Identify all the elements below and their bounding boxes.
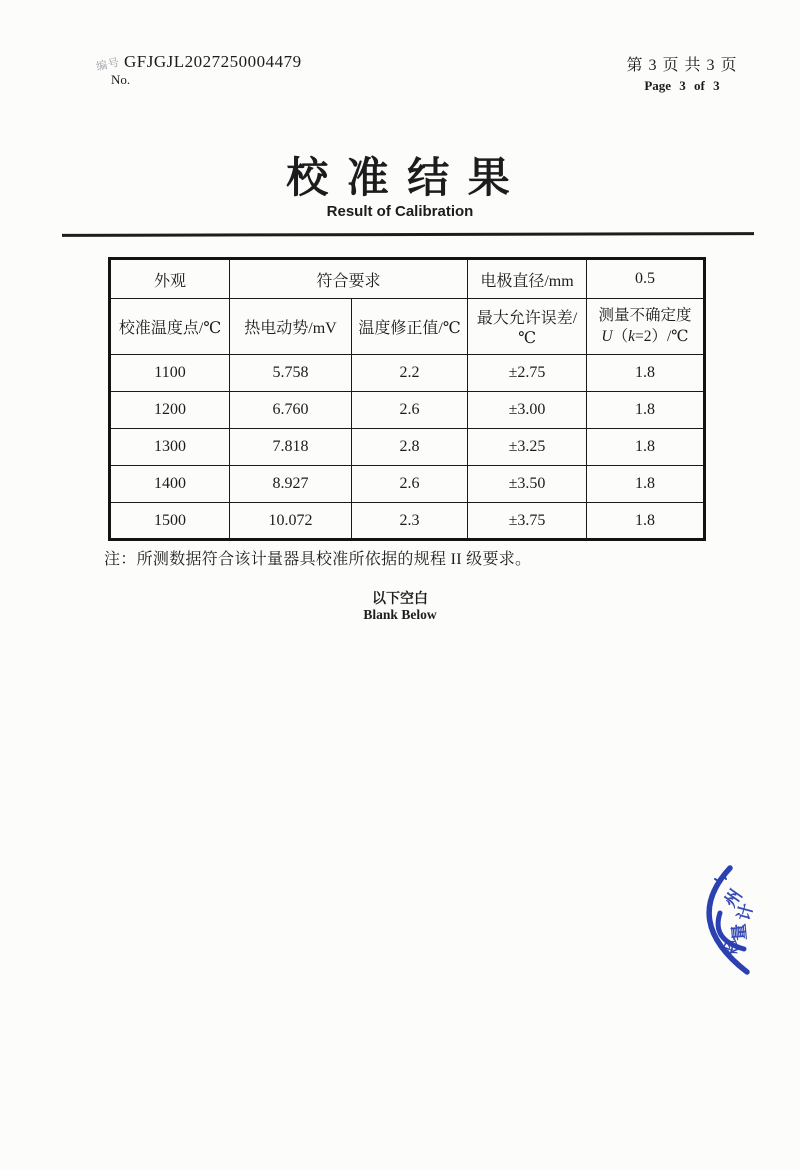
blank-below-cn: 以下空白 xyxy=(372,592,428,607)
uncertainty-line1: 测量不确定度 xyxy=(598,307,692,325)
col-header-temperature: 校准温度点/℃ xyxy=(110,299,230,355)
cell-temp: 1400 xyxy=(110,466,230,503)
official-stamp xyxy=(688,842,800,1007)
cell-max-error: ±3.00 xyxy=(468,392,587,429)
appearance-value-cell: 符合要求 xyxy=(230,259,468,299)
cell-max-error: ±3.25 xyxy=(468,429,587,466)
cert-number-label-en: No. xyxy=(111,72,131,87)
col-header-emf: 热电动势/mV xyxy=(230,299,352,355)
cell-correction: 2.2 xyxy=(352,355,468,392)
data-row xyxy=(110,355,705,392)
cell-correction: 2.6 xyxy=(352,466,468,503)
cell-emf: 10.072 xyxy=(230,503,352,540)
cell-uncertainty: 1.8 xyxy=(587,503,705,540)
note-text: 注：所测数据符合该计量器具校准所依据的规程 II 级要求。 xyxy=(104,551,532,568)
page-indicator xyxy=(612,52,752,94)
cell-max-error: ±2.75 xyxy=(468,355,587,392)
stamp-text xyxy=(718,886,757,959)
page-title: 校 准 结 果 xyxy=(286,156,514,202)
page-number-en: Page 3 of 3 xyxy=(644,78,720,93)
stamp-char: 州 xyxy=(720,885,747,911)
cell-uncertainty: 1.8 xyxy=(587,392,705,429)
electrode-diameter-label-cell: 电极直径/mm xyxy=(468,259,587,299)
data-row xyxy=(110,466,705,503)
cell-max-error: ±3.75 xyxy=(468,503,587,540)
cell-temp: 1200 xyxy=(110,392,230,429)
data-row xyxy=(110,503,705,540)
info-row xyxy=(110,259,705,299)
cell-emf: 6.760 xyxy=(230,392,352,429)
cell-emf: 7.818 xyxy=(230,429,352,466)
cell-temp: 1100 xyxy=(110,355,230,392)
cell-uncertainty: 1.8 xyxy=(587,355,705,392)
data-row xyxy=(110,429,705,466)
col-header-uncertainty xyxy=(587,299,705,355)
cell-emf: 5.758 xyxy=(230,355,352,392)
blank-below-en: Blank Below xyxy=(363,607,437,622)
cell-temp: 1500 xyxy=(110,503,230,540)
cell-uncertainty: 1.8 xyxy=(587,429,705,466)
page-number-cn: 第 3 页 共 3 页 xyxy=(626,57,738,74)
cell-max-error: ±3.50 xyxy=(468,466,587,503)
appearance-label-cell: 外观 xyxy=(110,259,230,299)
certificate-number: GFJGJL2027250004479 xyxy=(124,52,302,71)
electrode-diameter-value-cell: 0.5 xyxy=(587,259,705,299)
page-subtitle: Result of Calibration xyxy=(326,203,474,220)
data-row xyxy=(110,392,705,429)
stamp-char: 检 xyxy=(719,935,744,959)
stamp-char: 量 xyxy=(729,922,750,942)
cell-emf: 8.927 xyxy=(230,466,352,503)
cell-correction: 2.8 xyxy=(352,429,468,466)
cell-correction: 2.6 xyxy=(352,392,468,429)
cell-uncertainty: 1.8 xyxy=(587,466,705,503)
cell-correction: 2.3 xyxy=(352,503,468,540)
calibration-table xyxy=(108,257,706,541)
cell-temp: 1300 xyxy=(110,429,230,466)
col-header-correction: 温度修正值/℃ xyxy=(352,299,468,355)
cert-number-label-cn: 编号 xyxy=(95,56,122,74)
header-row xyxy=(110,299,705,355)
col-header-max-error: 最大允许误差/℃ xyxy=(468,299,587,355)
stamp-char: 计 xyxy=(734,901,757,923)
divider-rule xyxy=(62,232,754,237)
uncertainty-line2: U（k=2）/℃ xyxy=(601,327,689,345)
